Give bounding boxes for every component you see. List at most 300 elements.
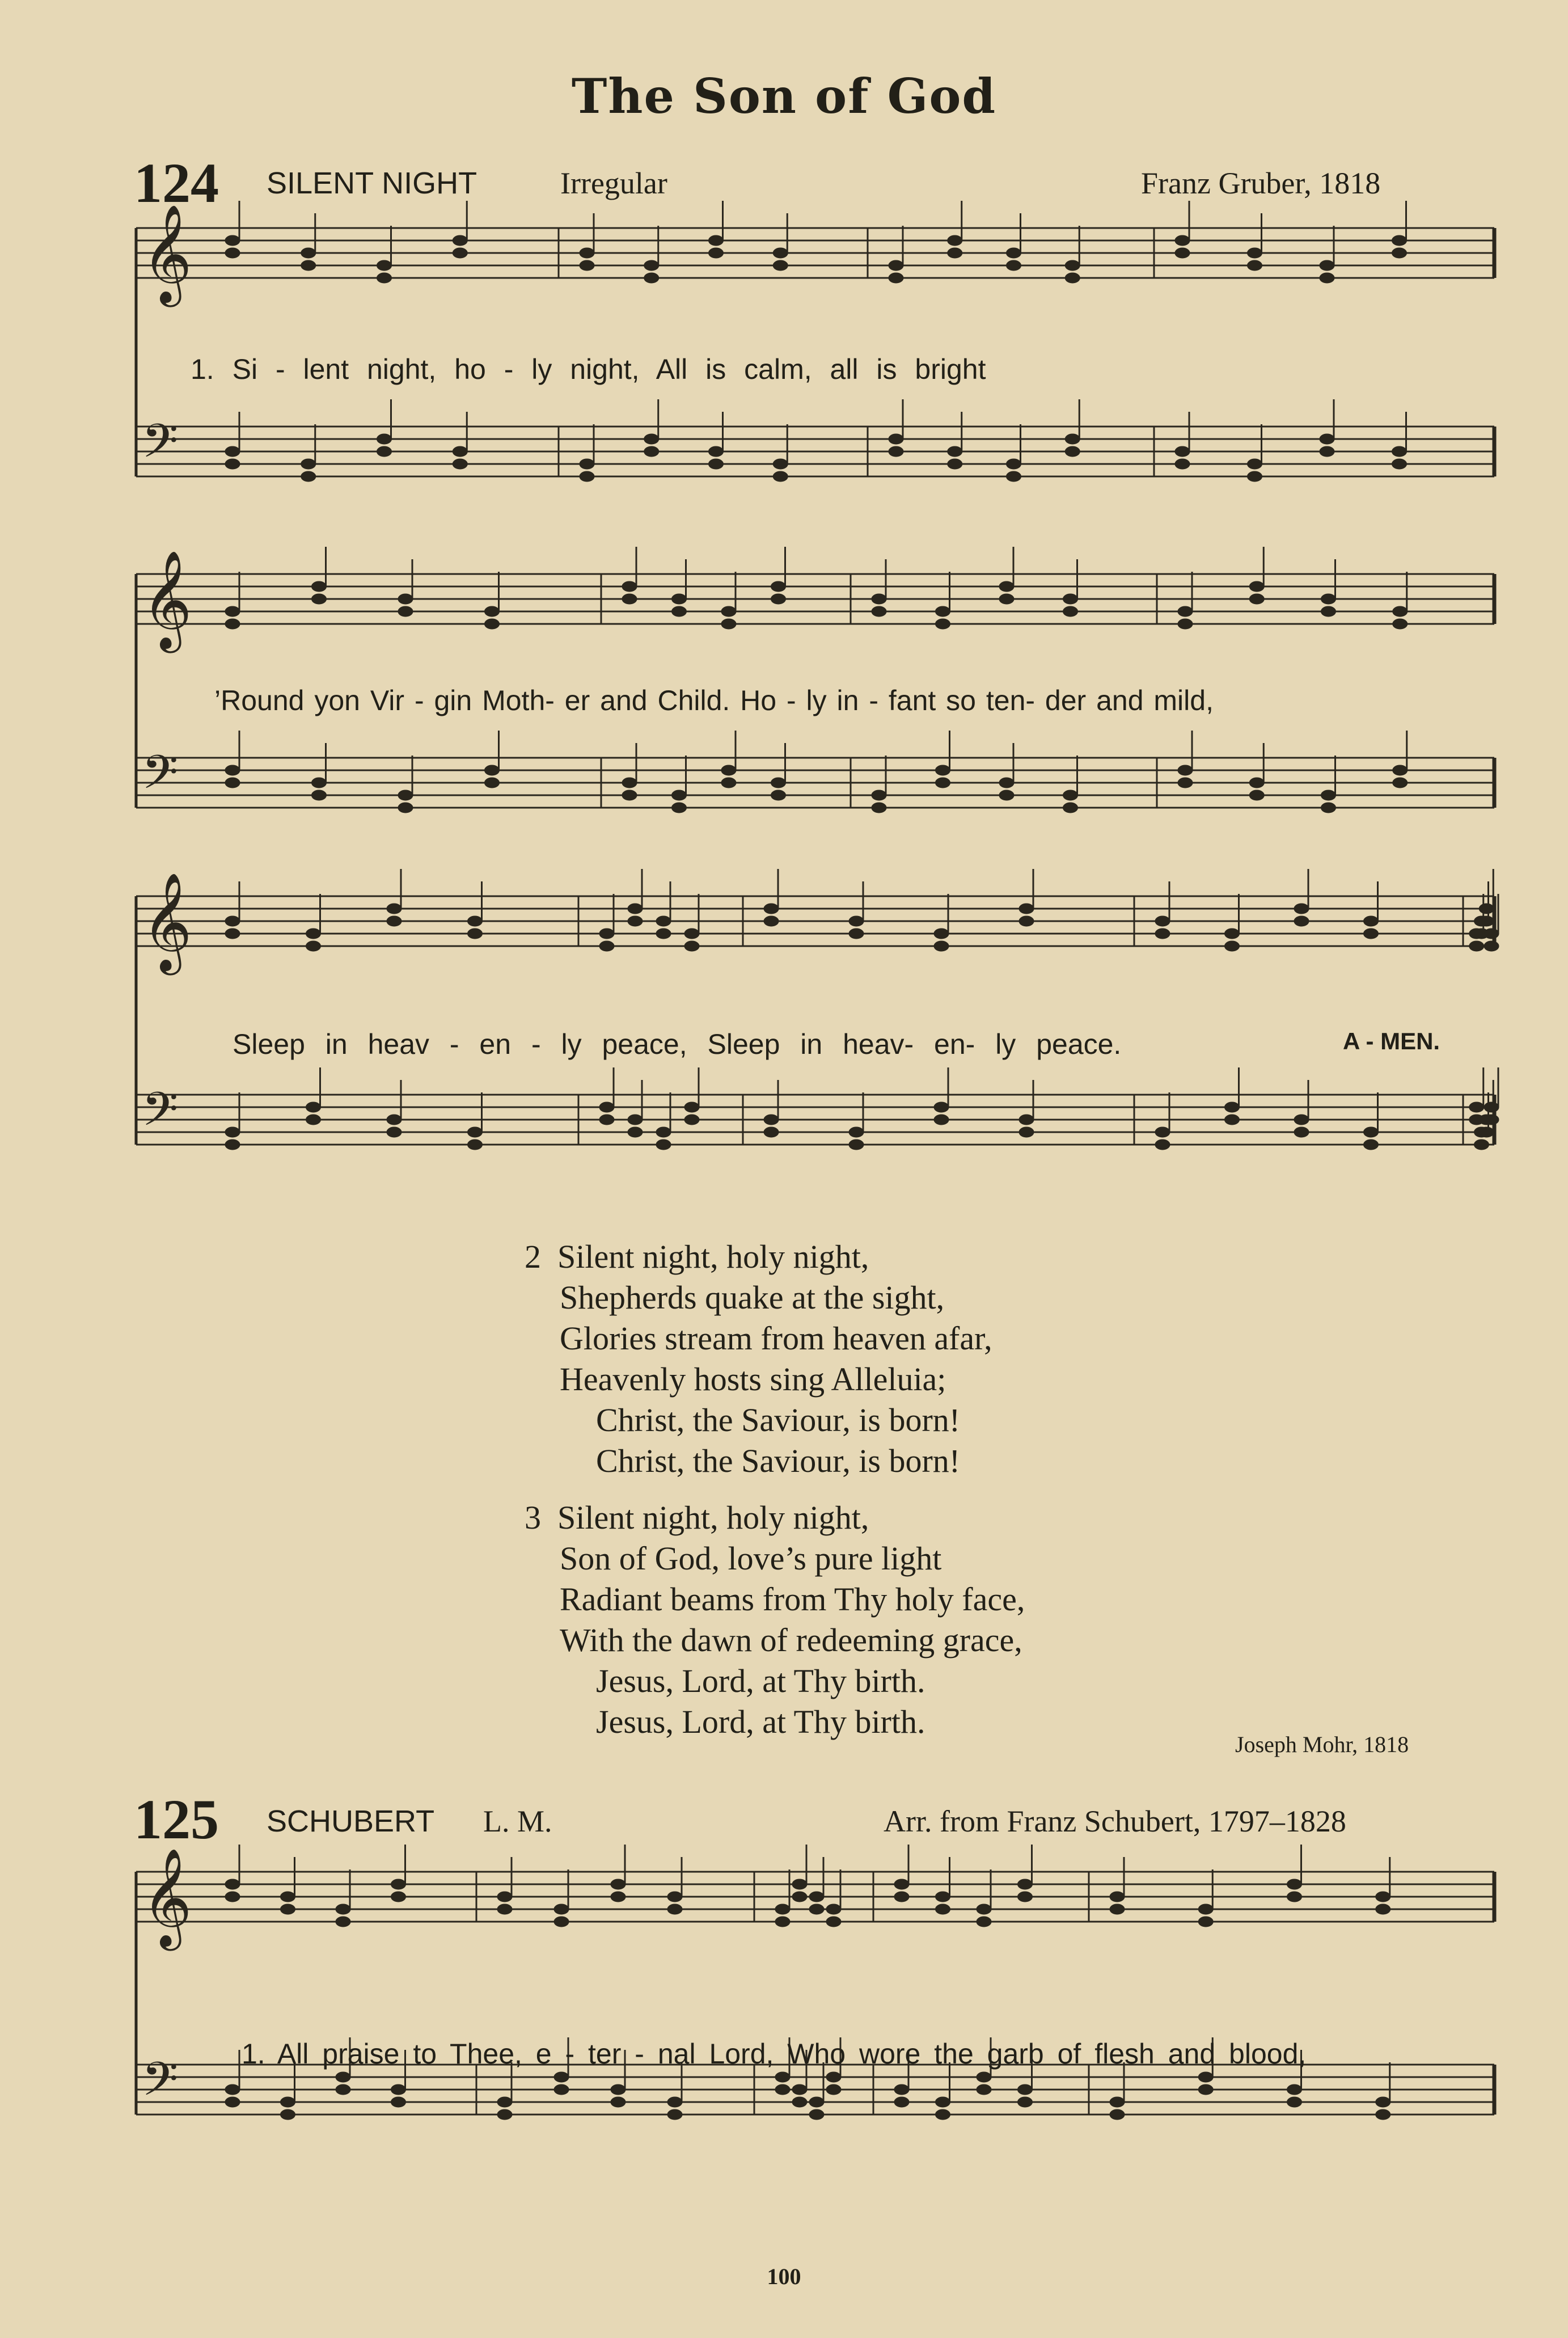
note-head: [554, 2084, 569, 2095]
verse-2-number: 2: [525, 1238, 541, 1275]
note-head: [936, 2109, 950, 2120]
note-head: [1007, 459, 1021, 469]
note-head: [934, 1102, 949, 1112]
note-head: [391, 1892, 406, 1902]
note-head: [1178, 606, 1193, 617]
note-head: [1474, 1140, 1489, 1150]
note-head: [773, 471, 788, 482]
note-head: [775, 2072, 790, 2082]
note-head: [1155, 1140, 1170, 1150]
hymn-125-meter: L. M.: [483, 1804, 552, 1838]
note-head: [497, 2109, 512, 2120]
note-head: [306, 941, 321, 951]
note-head: [948, 459, 962, 469]
note-head: [872, 594, 886, 604]
note-head: [1321, 803, 1336, 813]
note-head: [849, 1127, 864, 1137]
note-head: [948, 446, 962, 457]
note-head: [999, 790, 1014, 800]
note-head: [1019, 916, 1034, 926]
hymn-125-number: 125: [134, 1788, 219, 1851]
note-head: [764, 904, 779, 914]
note-head: [1249, 594, 1264, 604]
note-head: [1178, 765, 1193, 775]
note-head: [312, 594, 327, 604]
note-head: [684, 1102, 699, 1112]
note-head: [377, 273, 392, 283]
note-head: [1469, 941, 1484, 951]
note-head: [889, 446, 903, 457]
note-head: [599, 929, 614, 939]
note-head: [849, 929, 864, 939]
verse-3-line-5: Jesus, Lord, at Thy birth.: [596, 1662, 925, 1699]
note-head: [667, 2097, 682, 2107]
bass-clef-icon: 𝄢: [142, 745, 179, 811]
note-head: [936, 765, 950, 775]
hymn-124-composer: Franz Gruber, 1818: [1141, 166, 1381, 200]
note-head: [1018, 2084, 1033, 2095]
note-head: [764, 916, 779, 926]
note-head: [1287, 1892, 1302, 1902]
note-head: [1178, 778, 1193, 788]
note-head: [1287, 1879, 1302, 1889]
note-head: [1065, 446, 1080, 457]
note-head: [672, 790, 687, 800]
hymn-124-amen: A - MEN.: [1343, 1028, 1440, 1054]
note-head: [225, 235, 240, 246]
note-head: [1287, 2084, 1302, 2095]
note-head: [497, 2097, 512, 2107]
note-head: [889, 273, 903, 283]
note-head: [554, 1904, 569, 1914]
note-head: [656, 1127, 671, 1137]
note-head: [301, 471, 316, 482]
note-head: [1198, 2072, 1213, 2082]
note-head: [485, 765, 500, 775]
note-head: [453, 446, 467, 457]
note-head: [453, 459, 467, 469]
note-head: [468, 916, 483, 926]
note-head: [1392, 248, 1407, 258]
note-head: [1175, 235, 1190, 246]
note-head: [1198, 2084, 1213, 2095]
note-head: [809, 1904, 824, 1914]
note-head: [611, 2097, 625, 2107]
note-head: [398, 803, 413, 813]
note-head: [1018, 2097, 1033, 2107]
note-head: [1007, 248, 1021, 258]
note-head: [977, 1904, 991, 1914]
note-head: [948, 248, 962, 258]
note-head: [764, 1127, 779, 1137]
note-head: [644, 434, 659, 444]
note-head: [1321, 790, 1336, 800]
note-head: [1474, 1127, 1489, 1137]
note-head: [1225, 1102, 1240, 1112]
note-head: [792, 1879, 807, 1889]
note-head: [554, 1917, 569, 1927]
note-head: [1065, 434, 1080, 444]
note-head: [721, 619, 736, 629]
hymn-124-tune-name: SILENT NIGHT: [267, 166, 477, 200]
note-head: [1287, 2097, 1302, 2107]
note-head: [792, 2084, 807, 2095]
hymn-124-author: Joseph Mohr, 1818: [1235, 1732, 1409, 1757]
note-head: [1065, 273, 1080, 283]
note-head: [1249, 790, 1264, 800]
note-head: [398, 594, 413, 604]
verse-3-line-4: With the dawn of redeeming grace,: [560, 1622, 1022, 1658]
note-head: [684, 929, 699, 939]
note-head: [894, 1879, 909, 1889]
note-head: [485, 778, 500, 788]
note-head: [468, 1127, 483, 1137]
note-head: [1393, 619, 1408, 629]
note-head: [377, 446, 392, 457]
note-head: [849, 1140, 864, 1150]
note-head: [1007, 471, 1021, 482]
note-head: [1019, 904, 1034, 914]
note-head: [1248, 459, 1262, 469]
note-head: [599, 941, 614, 951]
note-head: [644, 446, 659, 457]
note-head: [1110, 2097, 1125, 2107]
verse-3-line-6: Jesus, Lord, at Thy birth.: [596, 1703, 925, 1740]
note-head: [936, 619, 950, 629]
verse-3-number: 3: [525, 1499, 541, 1536]
note-head: [1155, 929, 1170, 939]
note-head: [667, 1892, 682, 1902]
note-head: [773, 248, 788, 258]
note-head: [936, 1904, 950, 1914]
hymn-125-tune-name: SCHUBERT: [267, 1804, 435, 1838]
note-head: [225, 929, 240, 939]
note-head: [773, 459, 788, 469]
note-head: [622, 581, 637, 592]
note-head: [1110, 1904, 1125, 1914]
verse-2-line-2: Shepherds quake at the sight,: [560, 1279, 945, 1316]
note-head: [1063, 594, 1078, 604]
note-head: [656, 1140, 671, 1150]
note-head: [999, 778, 1014, 788]
note-head: [894, 2097, 909, 2107]
page-number: 100: [767, 2264, 801, 2289]
note-head: [792, 1892, 807, 1902]
note-head: [622, 790, 637, 800]
note-head: [826, 1917, 841, 1927]
note-head: [1376, 1904, 1391, 1914]
note-head: [709, 235, 724, 246]
note-head: [792, 2097, 807, 2107]
note-head: [497, 1892, 512, 1902]
note-head: [1321, 606, 1336, 617]
note-head: [622, 778, 637, 788]
note-head: [225, 1892, 240, 1902]
note-head: [1249, 581, 1264, 592]
section-title: The Son of God: [571, 68, 997, 124]
note-head: [225, 778, 240, 788]
note-head: [391, 2097, 406, 2107]
note-head: [771, 594, 786, 604]
note-head: [1320, 434, 1334, 444]
note-head: [580, 260, 594, 271]
note-head: [1364, 929, 1379, 939]
note-head: [1376, 2097, 1391, 2107]
verse-3-line-1: Silent night, holy night,: [557, 1499, 869, 1536]
note-head: [849, 916, 864, 926]
note-head: [684, 941, 699, 951]
note-head: [709, 248, 724, 258]
verse-3: [525, 1497, 1025, 1742]
note-head: [1469, 929, 1484, 939]
note-head: [1225, 941, 1240, 951]
note-head: [1198, 1917, 1213, 1927]
note-head: [377, 260, 392, 271]
note-head: [936, 2097, 950, 2107]
note-head: [889, 434, 903, 444]
note-head: [773, 260, 788, 271]
note-head: [977, 2072, 991, 2082]
note-head: [1225, 1115, 1240, 1125]
note-head: [580, 248, 594, 258]
note-head: [336, 2072, 350, 2082]
note-head: [826, 1904, 841, 1914]
note-head: [336, 2084, 350, 2095]
note-head: [225, 248, 240, 258]
note-head: [453, 248, 467, 258]
note-head: [1175, 446, 1190, 457]
note-head: [1392, 235, 1407, 246]
note-head: [721, 778, 736, 788]
note-head: [826, 2072, 841, 2082]
note-head: [1376, 1892, 1391, 1902]
note-head: [1198, 1904, 1213, 1914]
note-head: [1320, 273, 1334, 283]
note-head: [809, 1892, 824, 1902]
note-head: [628, 916, 643, 926]
note-head: [336, 1904, 350, 1914]
verse-2-line-3: Glories stream from heaven afar,: [560, 1320, 992, 1357]
hymn-124-lyrics-line-3: Sleep in heav - en - ly peace, Sleep in heav- en- ly peace.: [233, 1028, 1122, 1060]
note-head: [644, 273, 659, 283]
bass-clef-icon: 𝄢: [142, 1082, 179, 1148]
note-head: [398, 606, 413, 617]
note-head: [281, 1892, 295, 1902]
note-head: [1063, 803, 1078, 813]
note-head: [336, 1917, 350, 1927]
note-head: [1007, 260, 1021, 271]
hymn-124-lyrics-line-2: ’Round yon Vir - gin Moth- er and Child. Ho - ly in - fant so ten- der and mild,: [214, 685, 1214, 716]
hymn-124-number: 124: [134, 151, 219, 214]
note-head: [1065, 260, 1080, 271]
note-head: [1294, 916, 1309, 926]
note-head: [306, 929, 321, 939]
note-head: [485, 619, 500, 629]
note-head: [387, 1127, 401, 1137]
note-head: [1248, 471, 1262, 482]
note-head: [1392, 446, 1407, 457]
note-head: [826, 2084, 841, 2095]
note-head: [775, 1904, 790, 1914]
note-head: [977, 2084, 991, 2095]
note-head: [468, 1140, 483, 1150]
note-head: [1474, 916, 1489, 926]
note-head: [312, 778, 327, 788]
note-head: [225, 765, 240, 775]
treble-clef-icon: 𝄞: [142, 550, 192, 649]
hymn-125-composer: Arr. from Franz Schubert, 1797–1828: [884, 1804, 1346, 1838]
note-head: [611, 1879, 625, 1889]
note-head: [1110, 1892, 1125, 1902]
note-head: [1320, 446, 1334, 457]
verse-2: [525, 1236, 992, 1482]
note-head: [1019, 1127, 1034, 1137]
note-head: [387, 1115, 401, 1125]
note-head: [1249, 778, 1264, 788]
note-head: [775, 1917, 790, 1927]
note-head: [1018, 1879, 1033, 1889]
note-head: [225, 459, 240, 469]
note-head: [764, 1115, 779, 1125]
note-head: [771, 581, 786, 592]
note-head: [934, 941, 949, 951]
note-head: [225, 1879, 240, 1889]
hymn-124-lyrics-line-1: 1. Si - lent night, ho - ly night, All is calm, all is bright: [191, 353, 986, 385]
note-head: [225, 2097, 240, 2107]
note-head: [628, 1115, 643, 1125]
note-head: [1392, 459, 1407, 469]
verse-2-line-5: Christ, the Saviour, is born!: [596, 1402, 961, 1438]
note-head: [301, 248, 316, 258]
note-head: [391, 1879, 406, 1889]
note-head: [771, 778, 786, 788]
note-head: [312, 581, 327, 592]
note-head: [977, 1917, 991, 1927]
verse-2-line-6: Christ, the Saviour, is born!: [596, 1442, 961, 1479]
note-head: [1178, 619, 1193, 629]
note-head: [889, 260, 903, 271]
note-head: [225, 1127, 240, 1137]
note-head: [1294, 1115, 1309, 1125]
note-head: [1063, 790, 1078, 800]
note-head: [628, 1127, 643, 1137]
note-head: [398, 790, 413, 800]
note-head: [1175, 248, 1190, 258]
note-head: [1484, 1102, 1499, 1112]
note-head: [771, 790, 786, 800]
note-head: [667, 2109, 682, 2120]
note-head: [497, 1904, 512, 1914]
note-head: [1320, 260, 1334, 271]
note-head: [453, 235, 467, 246]
note-head: [1248, 260, 1262, 271]
verse-3-line-3: Radiant beams from Thy holy face,: [560, 1581, 1025, 1618]
note-head: [644, 260, 659, 271]
bass-clef-icon: 𝄢: [142, 2052, 179, 2118]
note-head: [312, 790, 327, 800]
note-head: [599, 1115, 614, 1125]
note-head: [934, 1115, 949, 1125]
note-head: [1110, 2109, 1125, 2120]
note-head: [872, 790, 886, 800]
note-head: [721, 606, 736, 617]
note-head: [1393, 765, 1408, 775]
verse-2-line-4: Heavenly hosts sing Alleluia;: [560, 1361, 946, 1398]
note-head: [225, 619, 240, 629]
note-head: [872, 803, 886, 813]
note-head: [301, 459, 316, 469]
note-head: [948, 235, 962, 246]
note-head: [628, 904, 643, 914]
note-head: [672, 594, 687, 604]
note-head: [894, 2084, 909, 2095]
note-head: [225, 606, 240, 617]
note-head: [225, 446, 240, 457]
note-head: [1321, 594, 1336, 604]
note-head: [1019, 1115, 1034, 1125]
note-head: [1393, 606, 1408, 617]
note-head: [1393, 778, 1408, 788]
note-head: [281, 1904, 295, 1914]
note-head: [999, 581, 1014, 592]
note-head: [599, 1102, 614, 1112]
treble-clef-icon: 𝄞: [142, 872, 192, 971]
note-head: [1364, 1140, 1379, 1150]
note-head: [934, 929, 949, 939]
note-head: [1294, 1127, 1309, 1137]
note-head: [775, 2084, 790, 2095]
note-head: [225, 2084, 240, 2095]
note-head: [281, 2109, 295, 2120]
note-head: [1018, 1892, 1033, 1902]
note-head: [709, 446, 724, 457]
note-head: [672, 606, 687, 617]
note-head: [1225, 929, 1240, 939]
note-head: [611, 2084, 625, 2095]
note-head: [672, 803, 687, 813]
note-head: [306, 1102, 321, 1112]
treble-clef-icon: 𝄞: [142, 204, 192, 303]
note-head: [999, 594, 1014, 604]
treble-clef-icon: 𝄞: [142, 1848, 192, 1947]
note-head: [387, 904, 401, 914]
note-head: [1469, 1102, 1484, 1112]
note-head: [301, 260, 316, 271]
note-head: [281, 2097, 295, 2107]
note-head: [1479, 904, 1494, 914]
note-head: [1155, 916, 1170, 926]
note-head: [709, 459, 724, 469]
note-head: [225, 916, 240, 926]
note-head: [391, 2084, 406, 2095]
note-head: [656, 929, 671, 939]
note-head: [1364, 1127, 1379, 1137]
note-head: [936, 778, 950, 788]
note-head: [1469, 1115, 1484, 1125]
note-head: [622, 594, 637, 604]
note-head: [1376, 2109, 1391, 2120]
hymn-125-lyrics-line-1: 1. All praise to Thee, e - ter - nal Lord, Who wore the garb of flesh and blood,: [242, 2038, 1307, 2070]
note-head: [684, 1115, 699, 1125]
note-head: [1294, 904, 1309, 914]
note-head: [468, 929, 483, 939]
note-head: [936, 1892, 950, 1902]
note-head: [554, 2072, 569, 2082]
note-head: [611, 1892, 625, 1902]
note-head: [580, 471, 594, 482]
hymn-124-meter: Irregular: [560, 166, 667, 200]
note-head: [387, 916, 401, 926]
